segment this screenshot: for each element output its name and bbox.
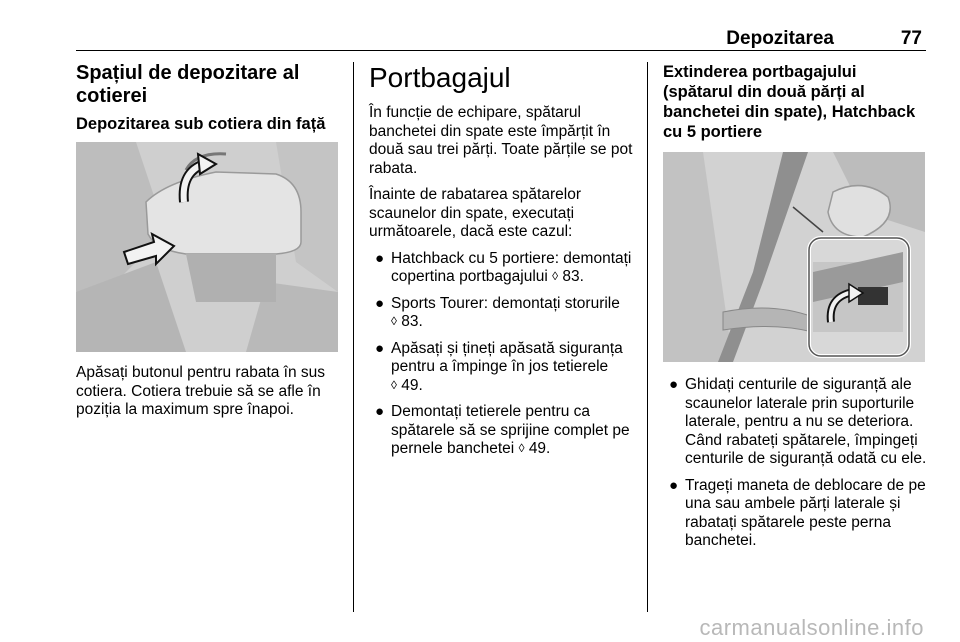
watermark: carmanualsonline.info [699, 615, 924, 640]
bullet-dot-icon: ● [375, 339, 385, 357]
bullet-text: Apăsați și țineți apăsată siguranța pentru a împinge în jos tetierele [391, 339, 623, 375]
seatbelt-guide-photo [663, 152, 925, 362]
seatbelt-illustration [663, 152, 925, 362]
trunk-extension-bullet-list [663, 376, 928, 551]
reference-arrow-icon: ◊ [552, 269, 559, 283]
column-divider-2 [647, 62, 648, 612]
reference-page: 83. [401, 313, 423, 330]
bullet-text: Ghidați centurile de siguranță ale scaunelor laterale prin suporturile laterale, pentru a nu se deteriora. Când rabateți spătarele, împingeți centurile de siguranță odată cu ele. [685, 376, 927, 467]
section-heading-trunk: Portbagajul [369, 62, 511, 93]
page-reference-link[interactable] [519, 440, 551, 457]
reference-arrow-icon: ◊ [518, 441, 525, 455]
section-heading-armrest: Spațiul de depozitare al cotierei [76, 62, 300, 107]
list-item [369, 403, 634, 459]
list-item [663, 376, 928, 469]
section-heading-trunk-extension: Extinderea portbagajului (spătarul din două părți al banchetei din spate), Hatchback cu 5 portiere [663, 63, 916, 141]
armrest-illustration [76, 142, 338, 352]
list-item [369, 340, 634, 396]
list-item [663, 477, 928, 551]
bullet-dot-icon: ● [669, 476, 679, 494]
column-trunk-extension [663, 62, 928, 559]
reference-arrow-icon: ◊ [391, 377, 397, 392]
page-header [76, 26, 926, 50]
column-divider-1 [353, 62, 354, 612]
trunk-bullet-list [369, 250, 634, 459]
armrest-photo [76, 142, 338, 352]
trunk-paragraph-2: Înainte de rabatarea spătarelor scaunelor din spate, executați următoarele, dacă este cazul: [369, 186, 581, 240]
reference-arrow-icon: ◊ [391, 314, 397, 328]
page-reference-link[interactable] [552, 268, 584, 285]
reference-page: 83. [562, 268, 584, 285]
bullet-text: Demontați tetierele pentru ca spătarele să se sprijine complet pe pernele banchetei [391, 403, 630, 457]
subheading-front-armrest: Depozitarea sub cotiera din față [76, 115, 326, 133]
bullet-dot-icon: ● [375, 403, 385, 420]
column-armrest [76, 62, 338, 428]
bullet-dot-icon: ● [375, 294, 385, 312]
header-rule [76, 50, 926, 51]
reference-page: 49. [401, 376, 423, 394]
bullet-text: Hatchback cu 5 portiere: demontați copertina portbagajului [391, 249, 632, 285]
bullet-dot-icon: ● [669, 376, 679, 393]
list-item [369, 250, 634, 287]
page-reference-link[interactable] [391, 313, 423, 330]
column-trunk [369, 62, 634, 467]
bullet-dot-icon: ● [375, 249, 385, 267]
trunk-paragraph-1: În funcție de echipare, spătarul banchetei din spate este împărțit în două sau trei părți. Toate părțile se pot rabata. [369, 104, 633, 177]
armrest-caption: Apăsați butonul pentru rabata în sus cotiera. Cotiera trebuie să se afle în poziția la maximum spre înapoi. [76, 364, 326, 418]
bullet-text: Sports Tourer: demontați storurile [391, 294, 620, 312]
reference-page: 49. [528, 440, 551, 457]
section-title: Depozitarea [726, 28, 834, 49]
page-number: 77 [900, 28, 922, 49]
list-item [369, 295, 634, 332]
bullet-text: Trageți maneta de deblocare de pe una sau ambele părți laterale și rabatați spătarele peste perna banchetei. [685, 476, 926, 549]
page-reference-link[interactable] [391, 377, 423, 394]
